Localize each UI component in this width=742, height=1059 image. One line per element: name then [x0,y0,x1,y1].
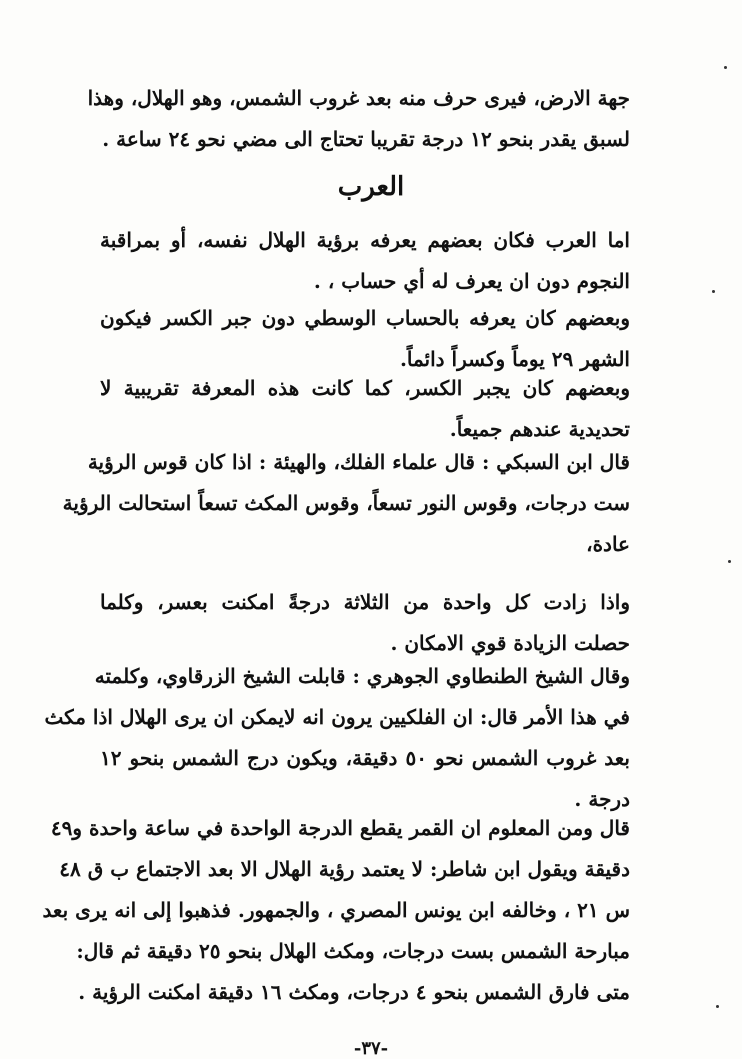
text-line: ست درجات، وقوس النور تسعاً، وقوس المكث تسعاً استحالت الرؤية [62,491,630,515]
text-line: دقيقة ويقول ابن شاطر: لا يعتمد رؤية الهلال الا بعد الاجتماع ب ق ٤٨ [59,857,630,881]
text-line: وبعضهم كان يجبر الكسر، كما كانت هذه المعرفة تقريبية لا [100,376,630,400]
text-line: النجوم دون ان يعرف له أي حساب ، . [313,269,630,293]
paragraph-imkan [100,582,630,664]
text-line: وقال الشيخ الطنطاوي الجوهري : قابلت الشيخ الزرقاوي، وكلمته [94,664,630,688]
text-line: متى فارق الشمس بنحو ٤ درجات، ومكث ١٦ دقيقة امكنت الرؤية . [78,980,630,1004]
text-line: مبارحة الشمس بست درجات، ومكث الهلال بنحو ٢٥ دقيقة ثم قال: [76,939,630,963]
paragraph-ibn-shatir [42,808,630,1013]
page-number: -٣٧- [353,1038,389,1059]
text-line: واذا زادت كل واحدة من الثلاثة درجةً امكنت بعسر، وكلما [100,590,630,614]
text-line: تحديدية عندهم جميعاً. [449,417,630,441]
scan-speck [724,66,727,69]
text-line: درجة . [574,787,630,811]
paragraph-arab-jabr [100,368,630,450]
text-line: وبعضهم كان يعرفه بالحساب الوسطي دون جبر الكسر فيكون [100,306,630,330]
scan-speck [712,290,715,293]
scan-speck [728,560,731,563]
text-line: اما العرب فكان بعضهم يعرفه برؤية الهلال نفسه، أو بمراقبة [100,228,630,252]
text-line: قال ابن السبكي : قال علماء الفلك، والهيئة : اذا كان قوس الرؤية [87,450,630,474]
scan-speck [716,1005,719,1008]
text-line: في هذا الأمر قال: ان الفلكيين يرون انه لايمكن ان يرى الهلال اذا مكث [44,705,630,729]
intro-paragraph [87,78,630,160]
text-line: س ٢١ ، وخالفه ابن يونس المصري ، والجمهور. فذهبوا إلى انه يرى بعد [42,898,630,922]
text-line: الشهر ٢٩ يوماً وكسراً دائماً. [399,347,630,371]
text-line: لسبق يقدر بنحو ١٢ درجة تقريبا تحتاج الى مضي نحو ٢٤ ساعة . [102,127,630,151]
text-line: بعد غروب الشمس نحو ٥٠ دقيقة، ويكون درج الشمس بنحو ١٢ [100,746,630,770]
text-line: قال ومن المعلوم ان القمر يقطع الدرجة الواحدة في ساعة واحدة و٤٩ [50,816,630,840]
text-line: جهة الارض، فيرى حرف منه بعد غروب الشمس، وهو الهلال، وهذا [87,86,630,110]
text-line: حصلت الزيادة قوي الامكان . [390,631,630,655]
paragraph-tantawi [44,656,630,820]
text-line: عادة، [586,532,630,556]
section-heading: العرب [337,172,405,202]
paragraph-arab-hilal [100,220,630,302]
paragraph-subki [62,442,630,565]
